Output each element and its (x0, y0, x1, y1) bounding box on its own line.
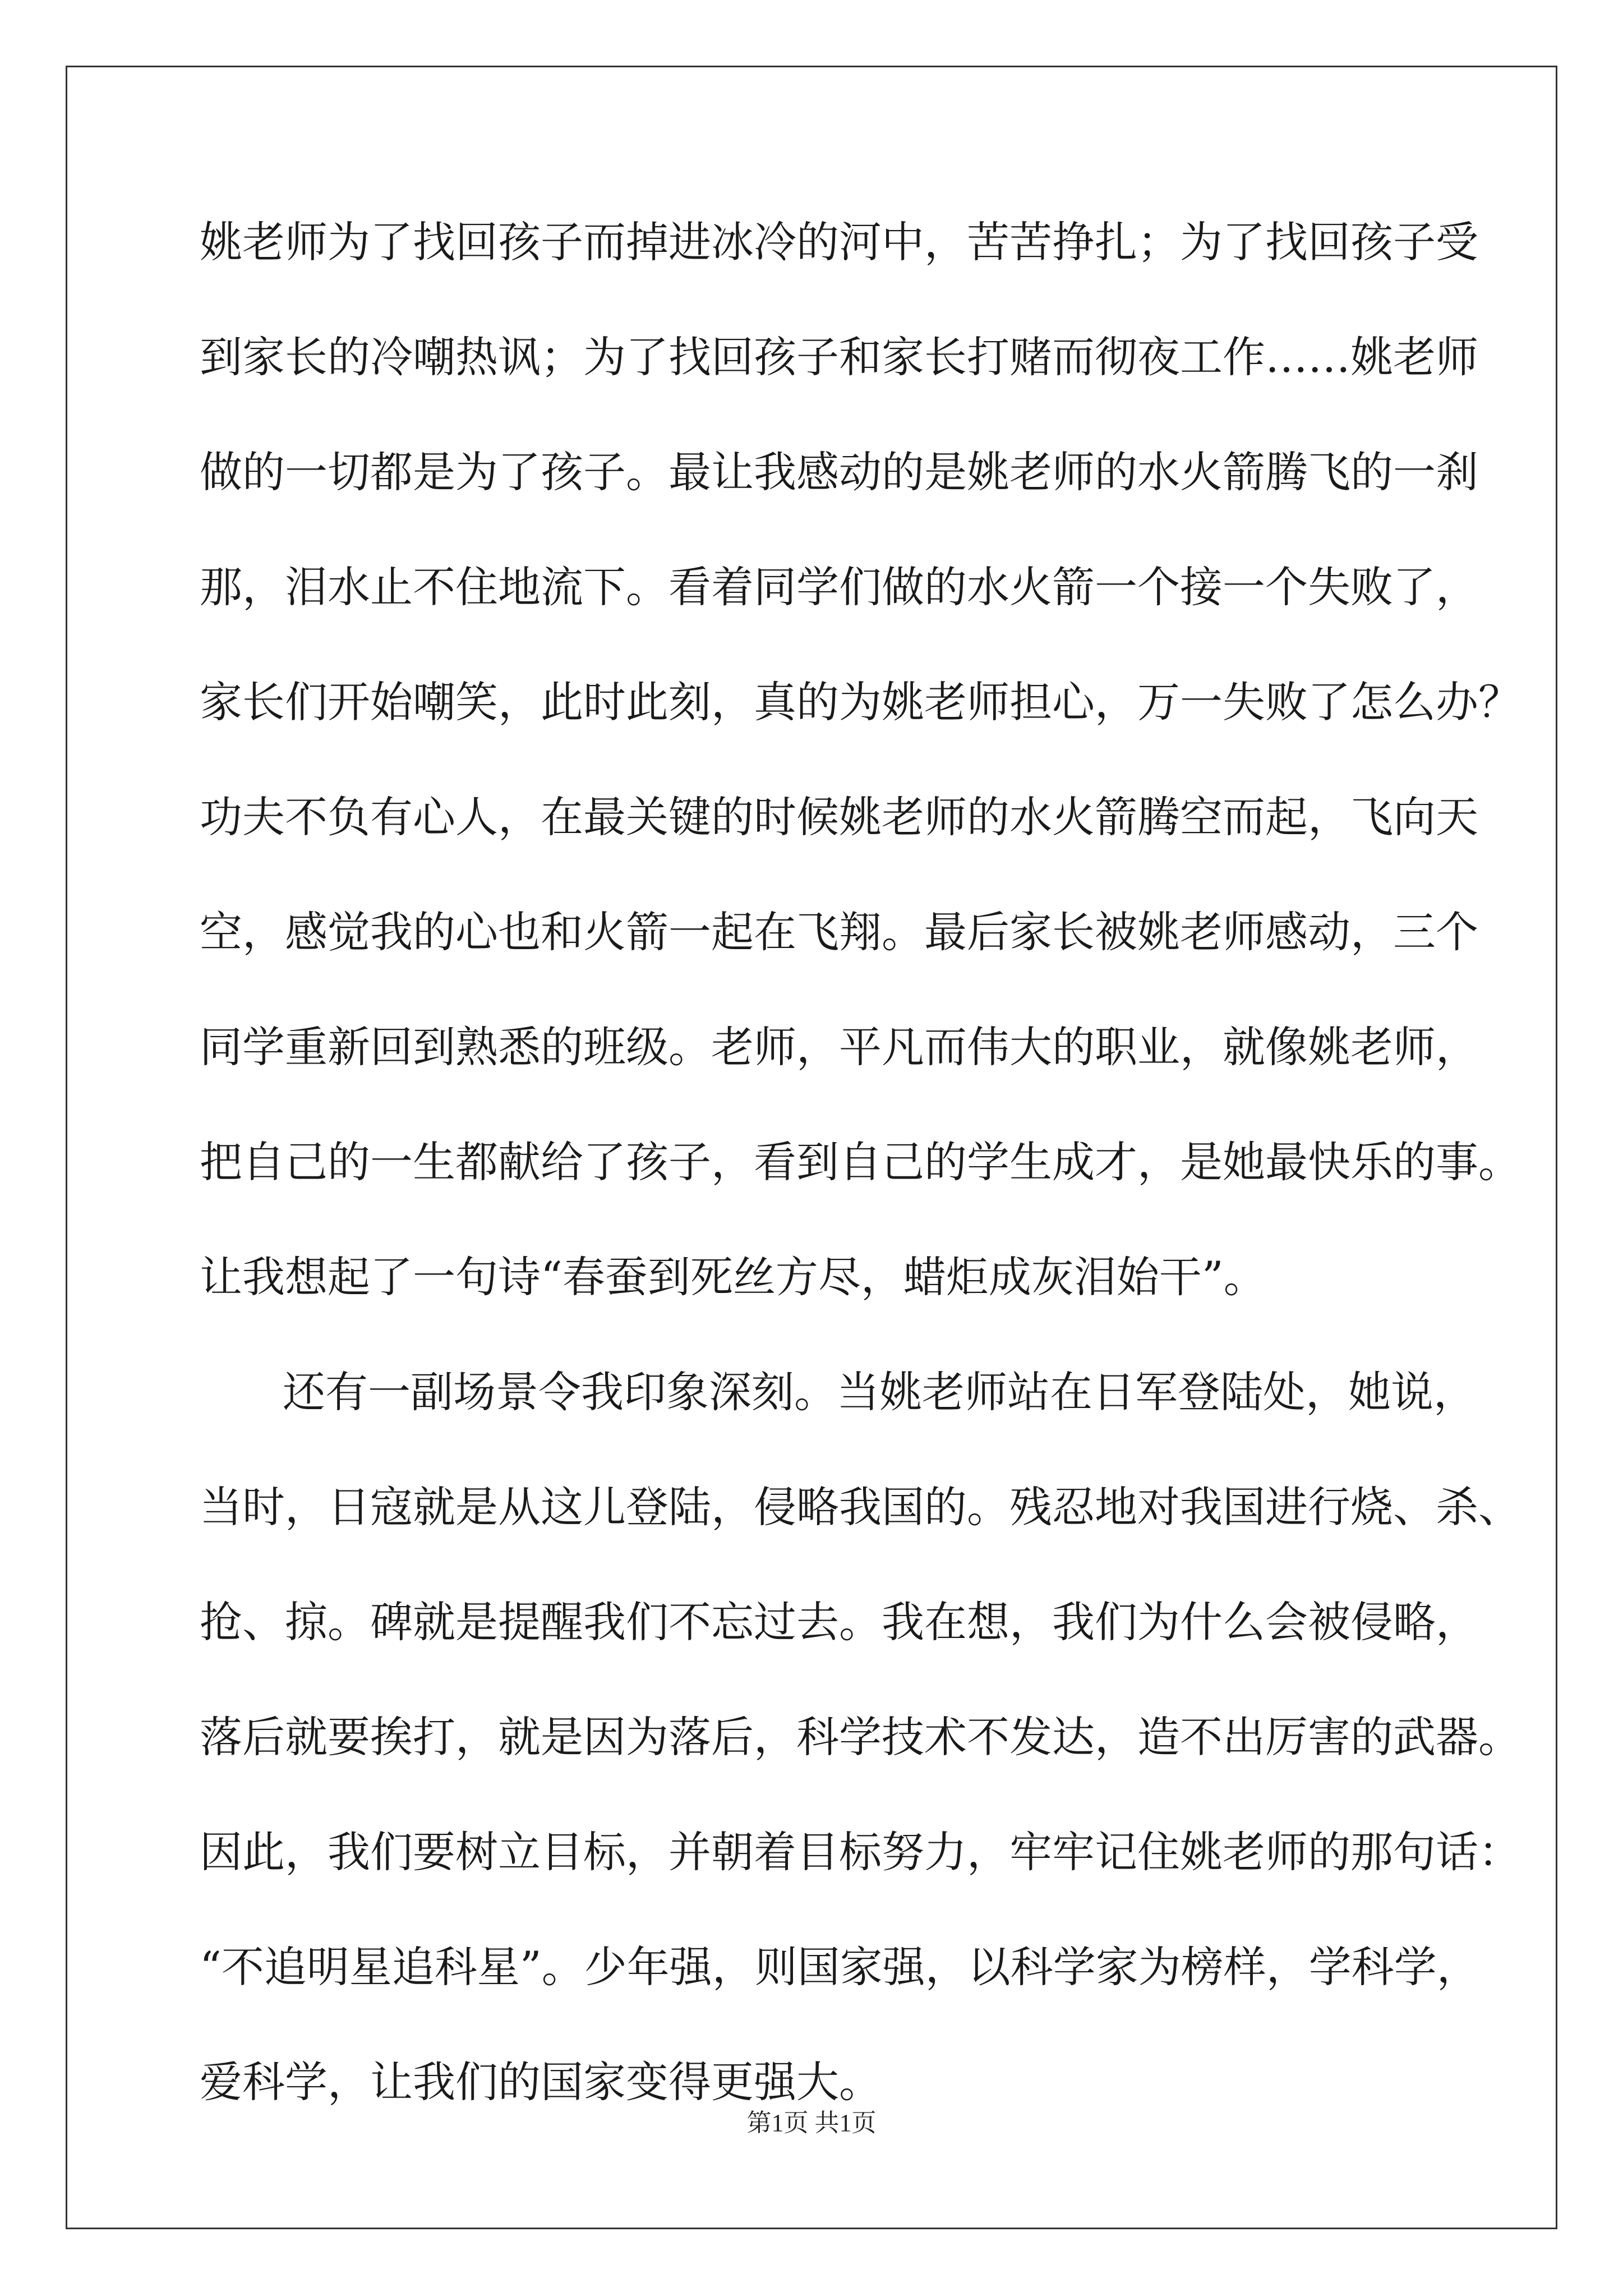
text-line: 把自己的一生都献给了孩子，看到自己的学生成才，是她最快乐的事。 (200, 1137, 1521, 1187)
paragraph-start-line: 还有一副场景令我印象深刻。当姚老师站在日军登陆处，她说， (283, 1367, 1476, 1417)
text-line: 抢、掠。碑就是提醒我们不忘过去。我在想，我们为什么会被侵略， (200, 1597, 1478, 1647)
text-line: 做的一切都是为了孩子。最让我感动的是姚老师的水火箭腾飞的一刹 (200, 447, 1478, 497)
text-line: 当时，日寇就是从这儿登陆，侵略我国的。残忍地对我国进行烧、杀、 (200, 1482, 1521, 1532)
text-line: 让我想起了一句诗“春蚕到死丝方尽，蜡炬成灰泪始干”。 (200, 1252, 1266, 1302)
text-line: 因此，我们要树立目标，并朝着目标努力，牢牢记住姚老师的那句话： (200, 1827, 1521, 1877)
document-body (200, 209, 1521, 2164)
text-line: 落后就要挨打，就是因为落后，科学技术不发达，造不出厉害的武器。 (200, 1712, 1521, 1762)
text-line: 功夫不负有心人，在最关键的时候姚老师的水火箭腾空而起，飞向天 (200, 792, 1478, 842)
text-line: “不追明星追科星”。少年强，则国家强，以科学家为榜样，学科学， (200, 1942, 1479, 1992)
text-line: 空，感觉我的心也和火箭一起在飞翔。最后家长被姚老师感动，三个 (200, 907, 1478, 957)
page-footer: 第1页 共1页 (746, 2109, 877, 2137)
text-line: 同学重新回到熟悉的班级。老师，平凡而伟大的职业，就像姚老师， (200, 1022, 1478, 1072)
text-line: 到家长的冷嘲热讽；为了找回孩子和家长打赌而彻夜工作……姚老师 (200, 332, 1478, 382)
text-line: 爱科学，让我们的国家变得更强大。 (200, 2057, 882, 2107)
text-line: 那，泪水止不住地流下。看着同学们做的水火箭一个接一个失败了， (200, 562, 1478, 612)
text-line: 姚老师为了找回孩子而掉进冰冷的河中，苦苦挣扎；为了找回孩子受 (200, 217, 1478, 267)
text-line: 家长们开始嘲笑，此时此刻，真的为姚老师担心，万一失败了怎么办？ (200, 677, 1521, 727)
